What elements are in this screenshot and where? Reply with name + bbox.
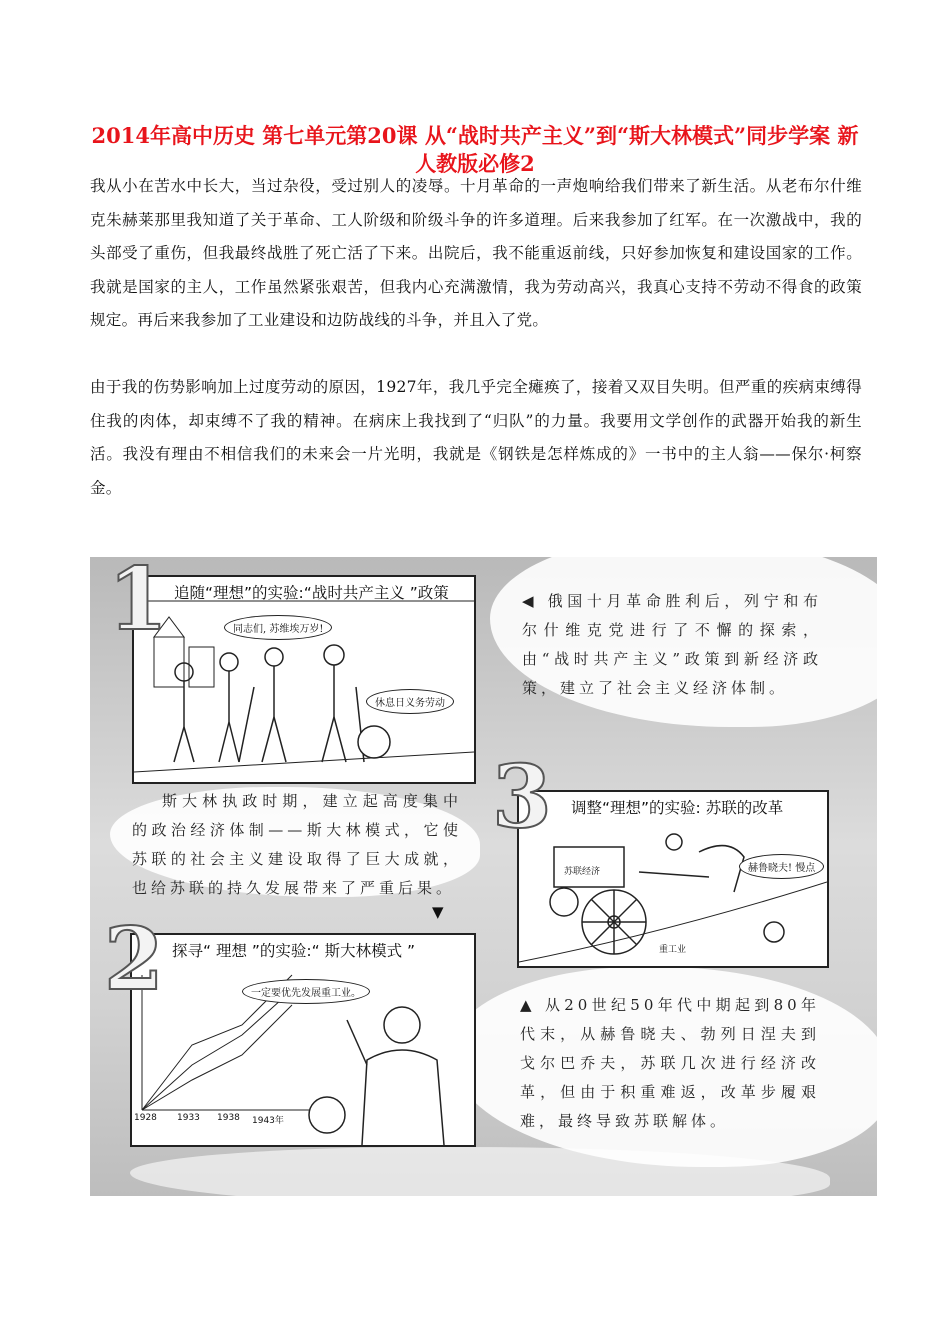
caption1-arrow-icon: ◀: [522, 592, 539, 610]
axis-year-1938: 1938: [217, 1113, 240, 1123]
panel3-speech-bubble: 赫鲁晓夫! 慢点: [739, 854, 824, 879]
caption-stalin-model: [132, 787, 462, 903]
caption3-text: 从20世纪50年代中期起到80年代末，从赫鲁晓夫、勃列日涅夫到戈尔巴乔夫，苏联几次进行经济改革，但由于积重难返，改革步履艰难，最终导致苏联解体。: [520, 996, 820, 1130]
panel-soviet-reform: [517, 790, 829, 968]
panel-stalin-model: [130, 933, 476, 1147]
panel2-title: 探寻“ 理想 ”的实验:“ 斯大林模式 ”: [172, 942, 416, 960]
caption2-text: 斯大林执政时期，建立起高度集中的政治经济体制——斯大林模式，它使苏联的社会主义建设取得了巨大成就，也给苏联的持久发展带来了严重后果。: [132, 792, 462, 897]
panel3-title: 调整“理想”的实验: 苏联的改革: [571, 799, 784, 817]
caption2-arrow-icon: ▼: [432, 903, 444, 921]
history-poster-image: [90, 557, 877, 1196]
caption-soviet-reform: [520, 991, 820, 1136]
panel3-numeral: 3: [492, 747, 552, 848]
panel-war-communism: [132, 575, 476, 784]
caption3-arrow-icon: ▲: [520, 996, 536, 1014]
panel1-illustration: [134, 577, 474, 782]
panel2-numeral: 2: [104, 909, 164, 1010]
panel1-numeral: 1: [108, 557, 168, 650]
wheel-label: 重工业: [659, 945, 687, 955]
document-title: 2014年高中历史 第七单元第20课 从“战时共产主义”到“斯大林模式”同步学案 新人教版必修2: [91, 123, 859, 176]
panel1-title: 追随“理想”的实验:“战时共产主义 ”政策: [174, 584, 449, 602]
caption-october-revolution: [522, 587, 822, 703]
cart-label: 苏联经济: [564, 867, 601, 877]
paragraph-1: 我从小在苦水中长大，当过杂役，受过别人的凌辱。十月革命的一声炮响给我们带来了新生活。从老布尔什维克朱赫莱那里我知道了关于革命、工人阶级和阶级斗争的许多道理。后来我参加了红军。在一次激战中，我的头部受了重伤，但我最终战胜了死亡活了下来。出院后，我不能重返前线，只好参加恢复和建设国家的工作。我就是国家的主人，工作虽然紧张艰苦，但我内心充满激情，我为劳动高兴，我真心支持不劳动不得食的政策规定。再后来我参加了工业建设和边防战线的斗争，并且入了党。: [90, 177, 862, 329]
panel1-speech-bubble-left: 同志们, 苏维埃万岁!: [224, 615, 332, 640]
axis-year-1928: 1928: [134, 1113, 157, 1123]
panel3-illustration: [519, 792, 827, 966]
panel1-speech-bubble-right: 休息日义务劳动: [366, 689, 454, 714]
paragraph-2: 由于我的伤势影响加上过度劳动的原因，1927年，我几乎完全瘫痪了，接着又双目失明。但严重的疾病束缚得住我的肉体，却束缚不了我的精神。在病床上我找到了“归队”的力量。我要用文学创作的武器开始我的新生活。我没有理由不相信我们的未来会一片光明，我就是《钢铁是怎样炼成的》一书中的主人翁——保尔·柯察金。: [90, 378, 862, 497]
axis-year-1933: 1933: [177, 1113, 200, 1123]
axis-year-1943: 1943年: [252, 1116, 284, 1126]
caption1-text: 俄国十月革命胜利后，列宁和布尔什维克党进行了不懈的探索，由“战时共产主义”政策到新经济政策，建立了社会主义经济体制。: [522, 592, 822, 697]
panel2-speech-bubble: 一定要优先发展重工业。: [242, 979, 370, 1004]
